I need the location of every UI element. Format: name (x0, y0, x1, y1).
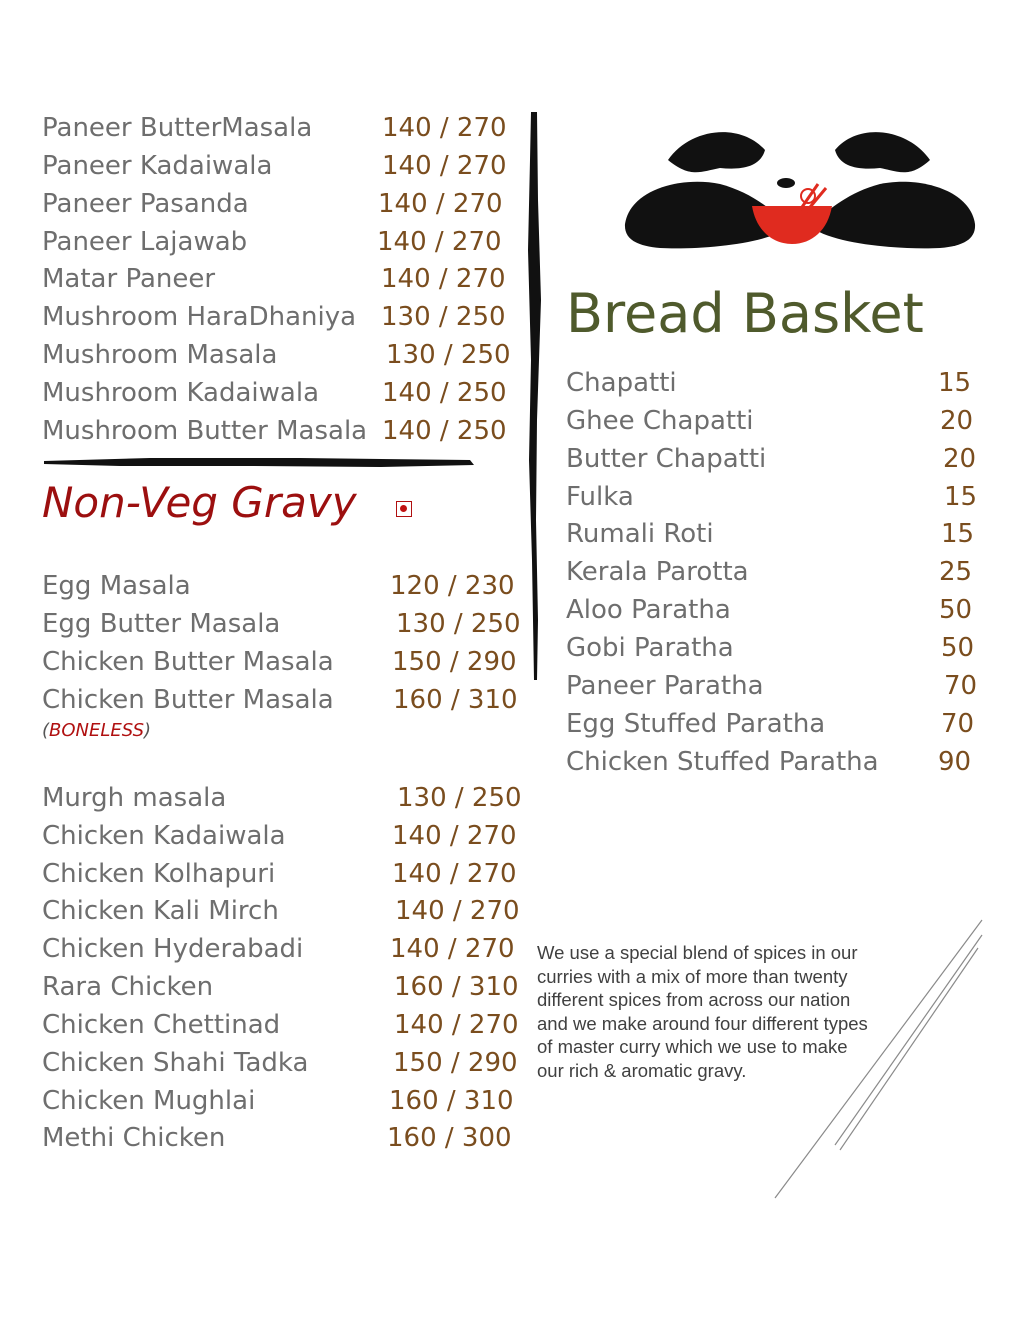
menu-item (42, 859, 517, 889)
item-price: 120 / 230 (390, 571, 515, 601)
menu-item (42, 647, 517, 677)
menu-item (566, 595, 973, 625)
item-price: 15 (941, 519, 975, 549)
item-price: 140 / 270 (395, 896, 520, 926)
item-price: 140 / 270 (392, 859, 517, 889)
menu-item (566, 406, 974, 436)
menu-item (566, 709, 975, 739)
item-name: Chicken Butter Masala (42, 685, 334, 715)
item-name: Gobi Paratha (566, 633, 734, 663)
item-name: Paneer Lajawab (42, 227, 248, 257)
menu-item (566, 519, 975, 549)
menu-item (42, 1086, 514, 1116)
item-price: 15 (938, 368, 972, 398)
menu-item (42, 972, 519, 1002)
panda-logo-icon (625, 132, 975, 248)
item-name: Ghee Chapatti (566, 406, 754, 436)
item-name: Chicken Shahi Tadka (42, 1048, 309, 1078)
menu-item (42, 302, 506, 332)
item-name: Chicken Hyderabadi (42, 934, 304, 964)
menu-item (42, 783, 522, 813)
menu-item (566, 444, 977, 474)
item-name: Aloo Paratha (566, 595, 731, 625)
item-name: Paneer Paratha (566, 671, 764, 701)
spice-blend-description: We use a special blend of spices in our curries with a mix of more than twenty different spices from across our nation and we make around four different types of master curry which we use to make our rich & aromatic gravy. (537, 942, 868, 1081)
item-price: 90 (938, 747, 972, 777)
item-name: Chicken Chettinad (42, 1010, 281, 1040)
item-price: 130 / 250 (397, 783, 522, 813)
item-name: Chapatti (566, 368, 677, 398)
item-price: 20 (943, 444, 977, 474)
item-price: 130 / 250 (396, 609, 521, 639)
item-name: Egg Stuffed Paratha (566, 709, 826, 739)
menu-item (42, 1010, 519, 1040)
menu-item (42, 685, 518, 715)
menu-item (42, 896, 520, 926)
item-name: Murgh masala (42, 783, 227, 813)
item-name: Egg Butter Masala (42, 609, 281, 639)
menu-item (42, 821, 517, 851)
item-price: 140 / 270 (390, 934, 515, 964)
item-name: Chicken Butter Masala (42, 647, 334, 677)
menu-item (42, 227, 502, 257)
menu-item (566, 557, 973, 587)
menu-item (566, 671, 978, 701)
item-price: 140 / 270 (382, 151, 507, 181)
menu-item (42, 934, 515, 964)
item-price: 25 (939, 557, 973, 587)
item-price: 140 / 270 (377, 227, 502, 257)
boneless-note: (BONELESS) (42, 720, 152, 741)
item-price: 15 (944, 482, 978, 512)
item-name: Mushroom HaraDhaniya (42, 302, 357, 332)
menu-item (42, 113, 507, 143)
item-name: Chicken Kali Mirch (42, 896, 279, 926)
item-price: 150 / 290 (392, 647, 517, 677)
item-name: Chicken Stuffed Paratha (566, 747, 879, 777)
item-price: 70 (941, 709, 975, 739)
menu-item (566, 747, 972, 777)
item-price: 140 / 250 (382, 378, 507, 408)
item-name: Fulka (566, 482, 634, 512)
menu-item (566, 368, 972, 398)
item-price: 140 / 250 (382, 416, 507, 446)
item-name: Mushroom Masala (42, 340, 278, 370)
item-name: Butter Chapatti (566, 444, 767, 474)
item-name: Rara Chicken (42, 972, 214, 1002)
item-name: Matar Paneer (42, 264, 216, 294)
item-price: 160 / 310 (389, 1086, 514, 1116)
item-name: Mushroom Butter Masala (42, 416, 368, 446)
item-name: Chicken Kolhapuri (42, 859, 276, 889)
item-name: Rumali Roti (566, 519, 714, 549)
item-name: Paneer ButterMasala (42, 113, 313, 143)
item-price: 140 / 270 (392, 821, 517, 851)
boneless-label: BONELESS (49, 720, 144, 741)
item-name: Egg Masala (42, 571, 191, 601)
menu-item (42, 609, 521, 639)
item-name: Chicken Mughlai (42, 1086, 256, 1116)
menu-item (42, 151, 507, 181)
item-name: Kerala Parotta (566, 557, 749, 587)
item-name: Chicken Kadaiwala (42, 821, 286, 851)
item-price: 20 (940, 406, 974, 436)
item-price: 150 / 290 (393, 1048, 518, 1078)
item-price: 140 / 270 (378, 189, 503, 219)
menu-item (42, 1048, 518, 1078)
menu-item (42, 264, 506, 294)
item-name: Paneer Pasanda (42, 189, 249, 219)
menu-item (566, 633, 975, 663)
item-price: 130 / 250 (381, 302, 506, 332)
item-price: 50 (941, 633, 975, 663)
item-name: Paneer Kadaiwala (42, 151, 273, 181)
item-price: 140 / 270 (381, 264, 506, 294)
item-price: 160 / 310 (393, 685, 518, 715)
menu-item (42, 340, 511, 370)
menu-item (42, 1123, 512, 1153)
item-price: 140 / 270 (382, 113, 507, 143)
menu-item (42, 378, 507, 408)
menu-item (42, 189, 503, 219)
menu-item (42, 416, 507, 446)
menu-item (42, 571, 515, 601)
item-price: 130 / 250 (386, 340, 511, 370)
item-price: 50 (939, 595, 973, 625)
horizontal-brush-divider (44, 458, 474, 467)
non-veg-mark-icon (396, 501, 412, 517)
menu-item (566, 482, 978, 512)
vertical-brush-divider (528, 112, 541, 680)
item-name: Methi Chicken (42, 1123, 226, 1153)
item-price: 160 / 300 (387, 1123, 512, 1153)
item-name: Mushroom Kadaiwala (42, 378, 319, 408)
non-veg-heading: Non-Veg Gravy (42, 478, 357, 527)
item-price: 160 / 310 (394, 972, 519, 1002)
item-price: 70 (944, 671, 978, 701)
item-price: 140 / 270 (394, 1010, 519, 1040)
bread-basket-heading: Bread Basket (566, 282, 924, 345)
